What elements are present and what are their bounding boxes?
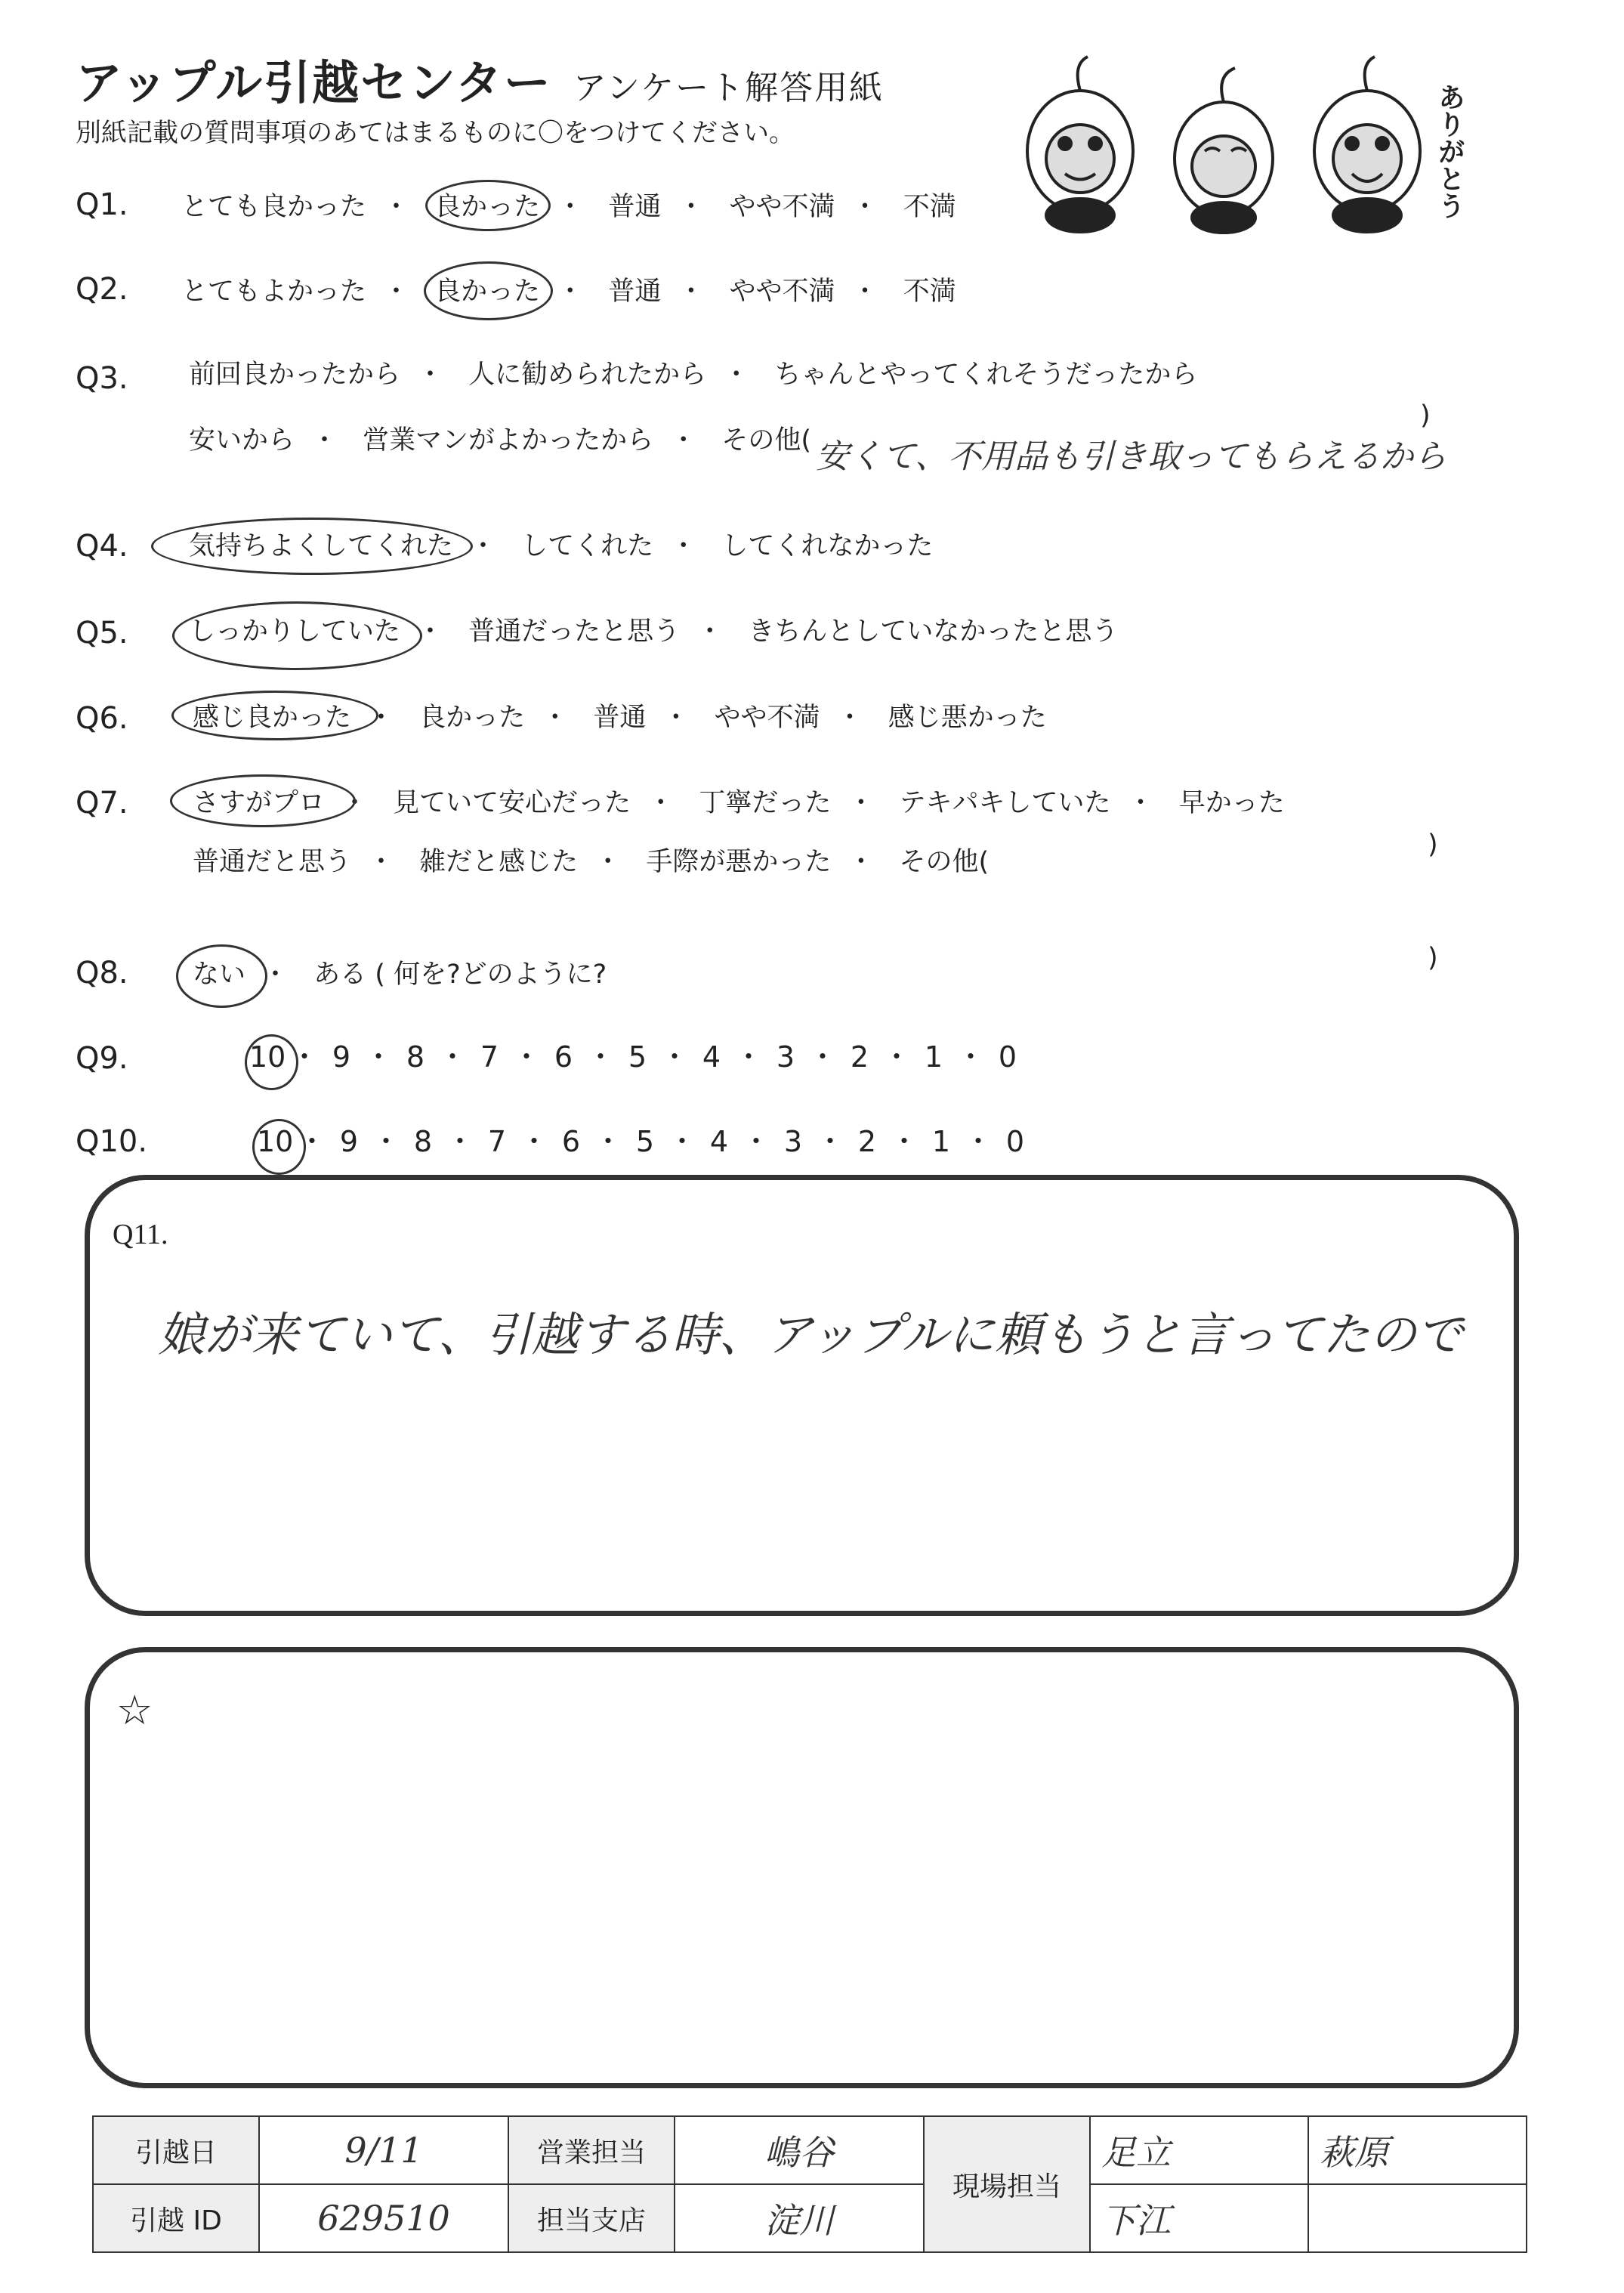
move-date-value[interactable]: 9/11 — [259, 2116, 508, 2184]
q8-option[interactable]: ある ( 何を?どのように? — [313, 960, 607, 990]
q9-score[interactable]: 2 — [850, 1040, 869, 1074]
q6-option[interactable]: 良かった — [419, 703, 526, 733]
q10-scale: 10 ・ 9 ・ 8 ・ 7 ・ 6 ・ 5 ・ 4 ・ 3 ・ 2 ・ 1 ・ 0 — [257, 1118, 1033, 1160]
q10-score[interactable]: 6 — [561, 1125, 581, 1158]
q10-score[interactable]: 8 — [413, 1125, 433, 1158]
q8-close-paren: ) — [1428, 943, 1438, 973]
q7-option[interactable]: テキパキしていた — [899, 788, 1111, 818]
q8-options: ない ・ ある ( 何を?どのように? — [193, 953, 607, 991]
q5-option[interactable]: きちんとしていなかったと思う — [748, 617, 1119, 647]
q3-label: Q3. — [76, 361, 128, 396]
q10-score[interactable]: 7 — [487, 1125, 507, 1158]
q9-score[interactable]: 5 — [628, 1040, 647, 1074]
q7-option-selected[interactable]: さすがプロ — [193, 782, 325, 820]
q2-option[interactable]: やや不満 — [729, 277, 835, 307]
q10-score[interactable]: 2 — [857, 1125, 877, 1158]
q4-options: 気持ちよくしてくれた ・ してくれた ・ してくれなかった — [189, 525, 933, 563]
q11-answer: 娘が来ていて、引越する時、アップルに頼もうと言ってたので — [158, 1307, 1463, 1362]
q1-option[interactable]: やや不満 — [729, 192, 835, 222]
q4-option[interactable]: してくれなかった — [721, 531, 934, 561]
q7-option[interactable]: 普通だと思う — [193, 847, 352, 877]
q7-options-line2: 普通だと思う ・ 雑だと感じた ・ 手際が悪かった ・ その他( — [193, 841, 989, 879]
move-id-value[interactable]: 629510 — [259, 2184, 508, 2252]
q3-option[interactable]: 営業マンがよかったから — [363, 425, 654, 456]
q10-score[interactable]: 4 — [709, 1125, 729, 1158]
q1-options: とても良かった ・ 良かった ・ 普通 ・ やや不満 ・ 不満 — [181, 186, 956, 224]
branch-value[interactable]: 淀川 — [675, 2184, 924, 2252]
instruction-text: 別紙記載の質問事項のあてはまるものに〇をつけてください。 — [76, 118, 795, 148]
q1-option-selected[interactable]: 良かった — [434, 186, 540, 224]
q10-score[interactable]: 0 — [1005, 1125, 1025, 1158]
q6-option[interactable]: やや不満 — [714, 703, 820, 733]
q9-scale: 10 ・ 9 ・ 8 ・ 7 ・ 6 ・ 5 ・ 4 ・ 3 ・ 2 ・ 1 ・ 0 — [249, 1034, 1026, 1075]
q10-score-selected[interactable]: 10 — [257, 1125, 293, 1158]
q3-option-other[interactable]: その他( — [721, 425, 811, 456]
q3-other-answer: 安くて、不用品も引き取ってもらえるから — [816, 437, 1447, 476]
q10-score[interactable]: 9 — [339, 1125, 359, 1158]
q3-option[interactable]: 前回良かったから — [189, 360, 401, 390]
q9-score[interactable]: 9 — [332, 1040, 351, 1074]
branch-label: 担当支店 — [508, 2184, 675, 2252]
q3-option[interactable]: ちゃんとやってくれそうだったから — [774, 360, 1198, 390]
site-staff-3[interactable]: 下江 — [1090, 2184, 1308, 2252]
q6-option[interactable]: 感じ悪かった — [888, 703, 1047, 733]
q5-options: しっかりしていた ・ 普通だったと思う ・ きちんとしていなかったと思う — [189, 610, 1118, 648]
q3-option[interactable]: 人に勧められたから — [468, 360, 707, 390]
q6-option[interactable]: 普通 — [593, 703, 647, 733]
q2-option[interactable]: 普通 — [608, 277, 662, 307]
q8-option-selected[interactable]: ない — [193, 953, 245, 991]
q5-option-selected[interactable]: しっかりしていた — [189, 610, 400, 648]
q7-close-paren: ) — [1428, 830, 1438, 860]
q3-option[interactable]: 安いから — [189, 425, 295, 456]
q7-label: Q7. — [76, 786, 128, 820]
form-title — [76, 45, 884, 113]
q2-label: Q2. — [76, 272, 128, 307]
q11-answer-box[interactable] — [85, 1175, 1519, 1616]
mascot-caption: ありがとう — [1434, 83, 1466, 219]
q9-score[interactable]: 7 — [480, 1040, 499, 1074]
q4-option[interactable]: してくれた — [521, 531, 654, 561]
q6-label: Q6. — [76, 701, 128, 736]
sales-label: 営業担当 — [508, 2116, 675, 2184]
q9-score-selected[interactable]: 10 — [249, 1040, 286, 1074]
q6-options: 感じ良かった ・ 良かった ・ 普通 ・ やや不満 ・ 感じ悪かった — [193, 697, 1047, 734]
q2-options: とてもよかった ・ 良かった ・ 普通 ・ やや不満 ・ 不満 — [181, 270, 956, 308]
q10-score[interactable]: 3 — [783, 1125, 803, 1158]
q1-option[interactable]: とても良かった — [181, 192, 367, 222]
q2-option-selected[interactable]: 良かった — [434, 270, 540, 308]
form-name: アンケート解答用紙 — [573, 69, 885, 107]
q1-label: Q1. — [76, 187, 128, 222]
q9-score[interactable]: 3 — [776, 1040, 795, 1074]
company-name: アップル引越センター — [76, 55, 552, 110]
sales-value[interactable]: 嶋谷 — [675, 2116, 924, 2184]
q10-score[interactable]: 1 — [931, 1125, 951, 1158]
q11-label: Q11. — [113, 1219, 168, 1250]
q7-option[interactable]: 雑だと感じた — [419, 847, 579, 877]
q2-option[interactable]: 不満 — [903, 277, 956, 307]
q4-label: Q4. — [76, 529, 128, 564]
q9-label: Q9. — [76, 1041, 128, 1076]
q2-option[interactable]: とてもよかった — [181, 277, 367, 307]
site-label: 現場担当 — [924, 2116, 1090, 2252]
q4-option-selected[interactable]: 気持ちよくしてくれた — [189, 525, 453, 563]
q7-option-other[interactable]: その他( — [899, 847, 990, 877]
mascot-illustration — [974, 38, 1503, 234]
q9-score[interactable]: 4 — [702, 1040, 721, 1074]
site-staff-4[interactable] — [1308, 2184, 1527, 2252]
q3-close-paren: ) — [1420, 400, 1431, 431]
q9-score[interactable]: 1 — [924, 1040, 943, 1074]
q5-label: Q5. — [76, 616, 128, 651]
q7-options-line1: さすがプロ ・ 見ていて安心だった ・ 丁寧だった ・ テキパキしていた ・ 早かった — [193, 782, 1285, 820]
q7-option[interactable]: 手際が悪かった — [646, 847, 832, 877]
q1-option[interactable]: 不満 — [903, 192, 956, 222]
site-staff-1[interactable]: 足立 — [1090, 2116, 1308, 2184]
move-date-label: 引越日 — [93, 2116, 259, 2184]
q9-score[interactable]: 6 — [554, 1040, 573, 1074]
star-comment-box[interactable] — [85, 1647, 1519, 2088]
move-id-label: 引越 ID — [93, 2184, 259, 2252]
q7-option[interactable]: 早かった — [1178, 788, 1285, 818]
q5-option[interactable]: 普通だったと思う — [468, 617, 681, 647]
q6-option-selected[interactable]: 感じ良かった — [193, 697, 351, 734]
q7-option[interactable]: 見ていて安心だった — [393, 788, 631, 818]
q1-option[interactable]: 普通 — [608, 192, 662, 222]
q10-label: Q10. — [76, 1124, 148, 1159]
q10-score[interactable]: 5 — [635, 1125, 655, 1158]
q7-option[interactable]: 丁寧だった — [699, 788, 832, 818]
site-staff-2[interactable]: 萩原 — [1308, 2116, 1527, 2184]
star-icon: ☆ — [116, 1686, 153, 1734]
q9-score[interactable]: 0 — [998, 1040, 1017, 1074]
q3-options-line2: 安いから ・ 営業マンがよかったから ・ その他( — [189, 419, 811, 457]
q9-score[interactable]: 8 — [406, 1040, 425, 1074]
q3-options-line1: 前回良かったから ・ 人に勧められたから ・ ちゃんとやってくれそうだったから — [189, 354, 1197, 391]
info-table — [92, 2115, 1527, 2253]
q8-label: Q8. — [76, 956, 128, 990]
